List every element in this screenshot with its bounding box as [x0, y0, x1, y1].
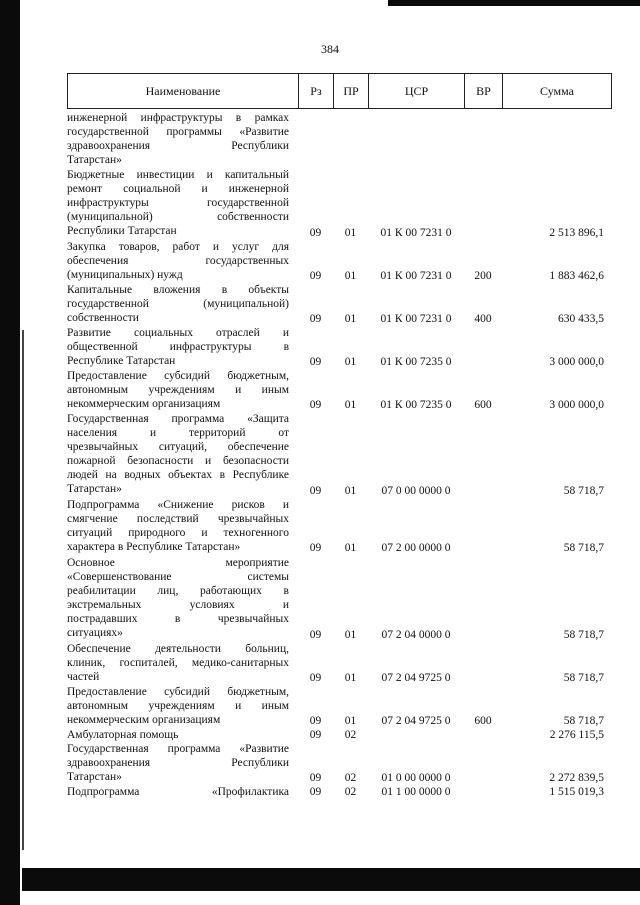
row-name-line: Развитие социальных отраслей и [67, 327, 289, 340]
row-name-line: инфраструктуры государственной [67, 197, 289, 210]
row-pr: 01 [344, 312, 357, 325]
row-rz: 09 [309, 786, 322, 799]
header-rz: Рз [299, 74, 334, 108]
row-name-line: Республике Татарстан [67, 355, 176, 368]
row-pr: 01 [344, 671, 357, 684]
row-name [67, 785, 289, 799]
row-name-line: людей на водных объектах в Республике [67, 469, 289, 482]
row-rz: 09 [309, 729, 322, 742]
row-name-line: государственной программы «Развитие [67, 126, 289, 138]
row-pr: 01 [344, 355, 357, 368]
row-sum: 630 433,5 [558, 312, 604, 325]
row-sum: 58 718,7 [563, 671, 604, 684]
row-name-line: Бюджетные инвестиции и капитальный [67, 169, 289, 182]
row-sum: 58 718,7 [563, 714, 604, 727]
row-rz: 09 [309, 312, 322, 325]
row-name [67, 685, 289, 727]
row-name-line: Капитальные вложения в объекты [67, 284, 289, 297]
row-sum: 58 718,7 [563, 628, 604, 641]
row-name-line: пожарной безопасности и безопасности [67, 455, 289, 468]
row-name [67, 742, 289, 784]
row-name-line: инженерной инфраструктуры в рамках [67, 112, 289, 124]
row-name-line: реабилитации лиц, работающих в [67, 584, 289, 597]
row-pr: 01 [344, 269, 357, 282]
row-pr: 01 [344, 542, 357, 555]
row-name-line: Обеспечение деятельности больниц, [67, 642, 289, 655]
row-csr: 01 К 00 7231 0 [380, 312, 452, 325]
row-name-line: (муниципальной) собственности [67, 211, 289, 224]
header-csr: ЦСР [369, 74, 465, 108]
header-name: Наименование [68, 74, 299, 108]
row-pr: 02 [344, 729, 357, 742]
row-name [67, 412, 289, 496]
row-rz: 09 [309, 714, 322, 727]
row-name-line: государственной (муниципальной) [67, 298, 289, 311]
row-csr: 01 0 00 0000 0 [381, 772, 451, 785]
row-name-line: собственности [67, 312, 139, 325]
row-name [67, 326, 289, 368]
scan-left-edge [0, 0, 20, 905]
row-vr: 600 [474, 398, 492, 411]
row-name-line: Республики Татарстан [67, 225, 177, 238]
header-sum: Сумма [540, 83, 574, 98]
row-name-line: Амбулаторная помощь [67, 729, 179, 742]
scan-top-edge-line [388, 0, 640, 6]
row-name-line: чрезвычайных ситуаций, обеспечение [67, 441, 289, 454]
row-name-line: смягчение последствий чрезвычайных [67, 513, 289, 526]
row-sum: 2 276 115,5 [549, 729, 604, 742]
row-name-line: здравоохранения Республики [67, 140, 289, 152]
row-name-line: Татарстан» [67, 771, 122, 784]
row-name-line: Закупка товаров, работ и услуг для [67, 241, 289, 254]
row-name [67, 168, 289, 238]
row-csr: 01 1 00 0000 0 [381, 786, 451, 799]
row-name [67, 240, 289, 282]
row-sum: 3 000 000,0 [549, 398, 604, 411]
row-pr: 01 [344, 714, 357, 727]
row-sum: 3 000 000,0 [549, 355, 604, 368]
row-sum: 58 718,7 [563, 542, 604, 555]
row-name [67, 498, 289, 554]
row-name-line: Государственная программа «Защита [67, 413, 289, 426]
row-rz: 09 [309, 485, 322, 498]
scan-bottom-edge [22, 868, 640, 891]
row-csr: 07 2 04 0000 0 [381, 628, 451, 641]
row-name-line: некоммерческим организациям [67, 398, 221, 411]
row-name-line: автономным учреждениям и иным [67, 700, 289, 712]
row-name-line: (муниципальных) нужд [67, 269, 183, 282]
row-pr: 01 [344, 485, 357, 498]
row-pr: 01 [344, 226, 357, 239]
page-number: 384 [321, 42, 339, 56]
row-rz: 09 [309, 542, 322, 555]
row-name [67, 283, 289, 325]
row-rz: 09 [309, 671, 322, 684]
row-name-line: Татарстан» [67, 483, 122, 496]
row-name-line: ремонт социальной и инженерной [67, 183, 289, 196]
row-sum: 2 272 839,5 [549, 772, 604, 785]
row-rz: 09 [309, 226, 322, 239]
row-csr: 07 2 00 0000 0 [381, 542, 451, 555]
header-pr: ПР [334, 74, 369, 108]
row-rz: 09 [309, 355, 322, 368]
row-name-line: экстремальных условиях и [67, 598, 289, 611]
row-csr: 01 К 00 7235 0 [380, 355, 452, 368]
row-vr: 400 [474, 312, 492, 325]
row-name-line: ситуаций природного и техногенного [67, 527, 289, 540]
scan-left-line [22, 330, 24, 850]
row-name-line: общественной инфраструктуры в [67, 341, 289, 354]
row-name-line: некоммерческим организациям [67, 714, 221, 726]
row-csr: 07 2 04 9725 0 [381, 671, 451, 684]
row-name-line: Татарстан» [67, 154, 122, 166]
row-name-line: Подпрограмма «Снижение рисков и [67, 499, 289, 512]
row-name-line: населения и территорий от [67, 427, 289, 440]
row-csr: 01 К 00 7231 0 [380, 269, 452, 282]
row-vr: 600 [474, 714, 492, 727]
row-name-line: ситуациях» [67, 626, 123, 639]
row-name-line: автономным учреждениям и иным [67, 384, 289, 397]
row-name-line: здравоохранения Республики [67, 757, 289, 770]
row-name [67, 556, 289, 640]
row-sum: 1 883 462,6 [549, 269, 604, 282]
row-rz: 09 [309, 628, 322, 641]
row-pr: 01 [344, 398, 357, 411]
row-name-line: «Совершенствование системы [67, 570, 289, 583]
row-name-line: Подпрограмма «Профилактика [67, 786, 289, 799]
row-name-line: клиник, госпиталей, медико-санитарных [67, 656, 289, 669]
row-pr: 01 [344, 628, 357, 641]
row-name-line: Предоставление субсидий бюджетным, [67, 686, 289, 698]
row-name-line: Государственная программа «Развитие [67, 743, 289, 756]
row-name [67, 728, 289, 742]
row-name-line: Основное мероприятие [67, 556, 289, 569]
row-sum: 2 513 896,1 [549, 226, 604, 239]
row-name [67, 111, 289, 167]
row-csr: 07 2 04 9725 0 [381, 714, 451, 727]
header-vr: ВР [465, 74, 503, 108]
row-rz: 09 [309, 269, 322, 282]
row-csr: 01 К 00 7235 0 [380, 398, 452, 411]
row-name-line: Предоставление субсидий бюджетным, [67, 370, 289, 383]
row-name-line: пострадавших в чрезвычайных [67, 612, 289, 625]
row-name-line: обеспечения государственных [67, 255, 289, 268]
row-rz: 09 [309, 772, 322, 785]
row-rz: 09 [309, 398, 322, 411]
row-name-line: характера в Республике Татарстан» [67, 541, 241, 554]
row-sum: 58 718,7 [563, 485, 604, 498]
row-name [67, 369, 289, 411]
row-csr: 07 0 00 0000 0 [381, 485, 451, 498]
row-name-line: частей [67, 670, 100, 683]
row-sum: 1 515 019,3 [549, 786, 604, 799]
table-header [67, 73, 612, 109]
row-pr: 02 [344, 772, 357, 785]
row-pr: 02 [344, 786, 357, 799]
row-csr: 01 К 00 7231 0 [380, 226, 452, 239]
row-vr: 200 [474, 269, 492, 282]
row-name [67, 642, 289, 684]
